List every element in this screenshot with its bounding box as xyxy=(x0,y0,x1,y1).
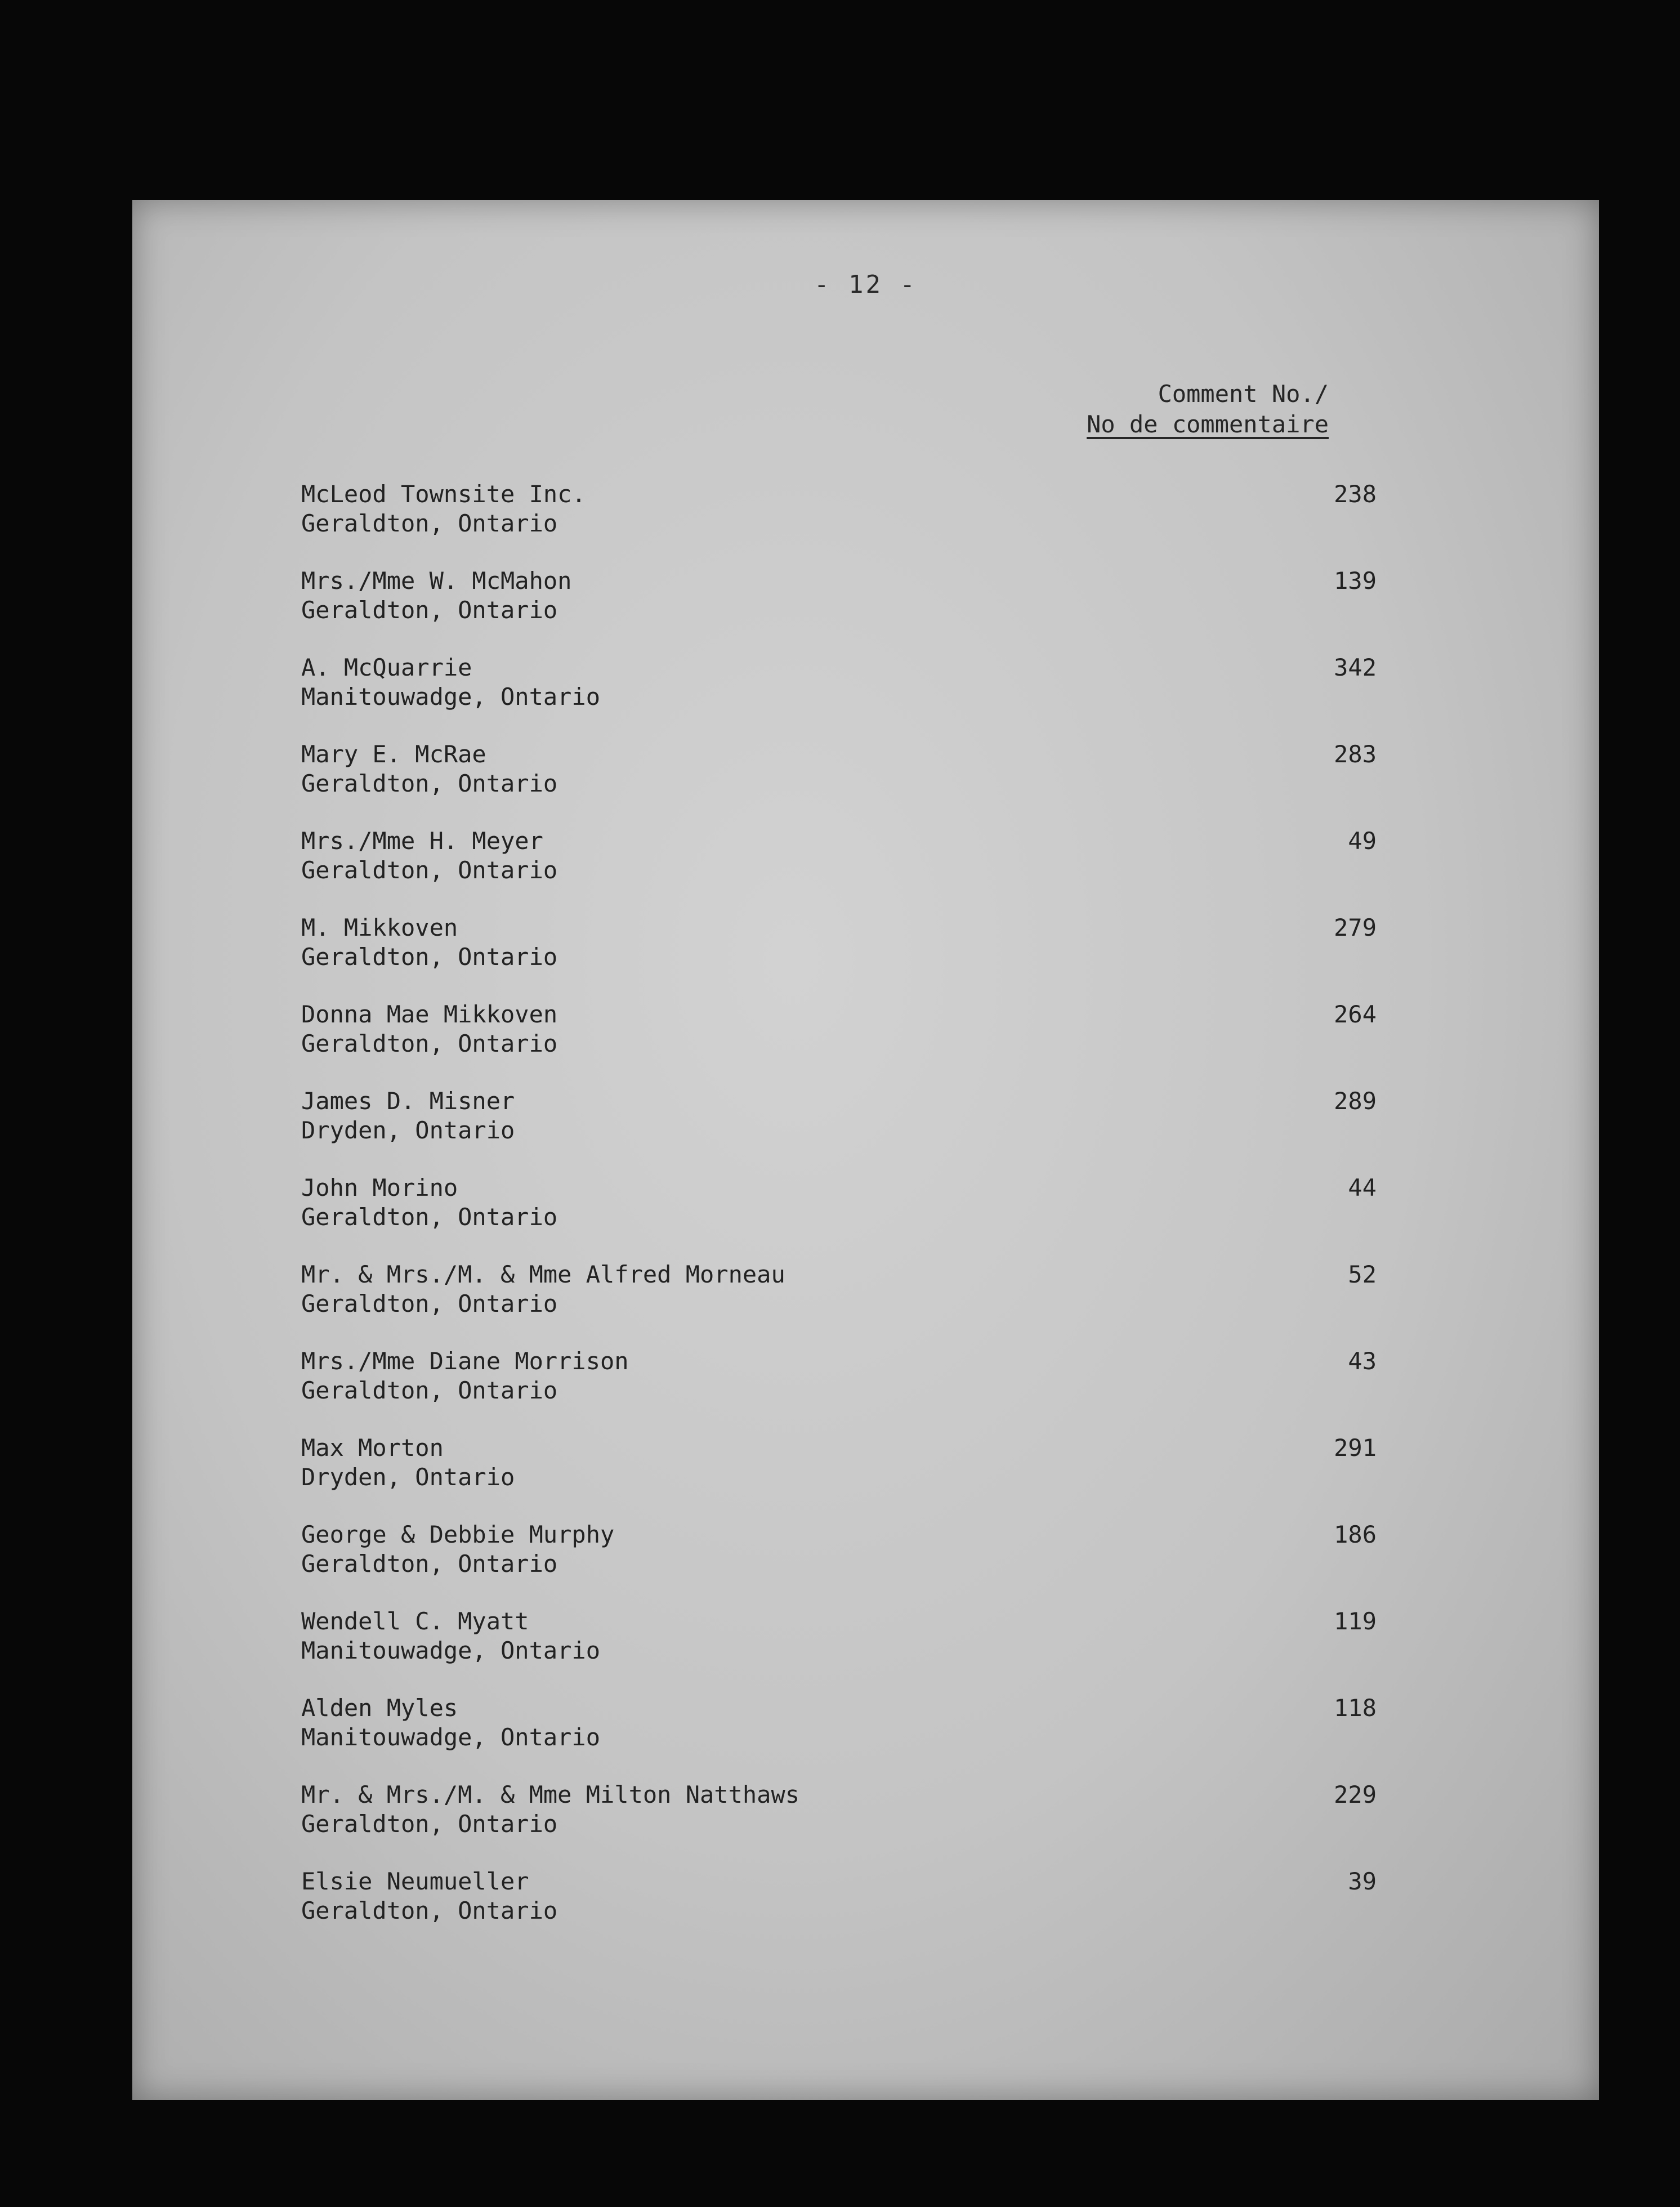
commenter-name: Alden Myles xyxy=(301,1694,458,1722)
comment-number: 291 xyxy=(1334,1434,1377,1462)
commenter-name: A. McQuarrie xyxy=(301,654,472,681)
list-item xyxy=(301,1087,1377,1173)
commenter-location: Dryden, Ontario xyxy=(301,1463,515,1491)
comment-number: 43 xyxy=(1348,1347,1377,1375)
list-item xyxy=(301,1260,1377,1347)
comment-number: 342 xyxy=(1334,654,1377,681)
commenter-name: M. Mikkoven xyxy=(301,914,458,941)
commenter-location: Geraldton, Ontario xyxy=(301,1377,558,1404)
commenter-location: Geraldton, Ontario xyxy=(301,1550,558,1578)
comment-number: 119 xyxy=(1334,1607,1377,1635)
commenter-location: Dryden, Ontario xyxy=(301,1116,515,1144)
commenter-name: Mr. & Mrs./M. & Mme Alfred Morneau xyxy=(301,1261,785,1288)
commenter-name: Max Morton xyxy=(301,1434,444,1462)
commenter-name: George & Debbie Murphy xyxy=(301,1521,615,1548)
column-header-english: Comment No./ xyxy=(1158,380,1329,408)
comment-number: 229 xyxy=(1334,1781,1377,1808)
comment-number: 264 xyxy=(1334,1000,1377,1028)
commenter-location: Geraldton, Ontario xyxy=(301,1897,558,1924)
commenter-name: Mrs./Mme H. Meyer xyxy=(301,827,543,855)
commenter-location: Geraldton, Ontario xyxy=(301,1203,558,1231)
commenter-name: Mrs./Mme W. McMahon xyxy=(301,567,572,595)
commenter-name: Elsie Neumueller xyxy=(301,1868,529,1895)
list-item xyxy=(301,480,1377,566)
commenter-location: Geraldton, Ontario xyxy=(301,1290,558,1317)
comment-number: 289 xyxy=(1334,1087,1377,1115)
commenter-location: Geraldton, Ontario xyxy=(301,1030,558,1057)
list-item xyxy=(301,653,1377,740)
list-item xyxy=(301,1000,1377,1087)
list-item xyxy=(301,1520,1377,1607)
commenter-location: Geraldton, Ontario xyxy=(301,770,558,797)
list-item xyxy=(301,1433,1377,1520)
comment-number: 39 xyxy=(1348,1868,1377,1895)
comment-number: 238 xyxy=(1334,480,1377,508)
commenter-name: James D. Misner xyxy=(301,1087,515,1115)
commenter-name: McLeod Townsite Inc. xyxy=(301,480,586,508)
column-header-french: No de commentaire xyxy=(1087,410,1329,438)
comment-number-column-header xyxy=(1087,379,1329,440)
comment-number: 44 xyxy=(1348,1174,1377,1201)
commenter-name: Mrs./Mme Diane Morrison xyxy=(301,1347,629,1375)
commenter-location: Geraldton, Ontario xyxy=(301,856,558,884)
list-item xyxy=(301,1780,1377,1867)
commenter-location: Manitouwadge, Ontario xyxy=(301,1637,601,1664)
list-item xyxy=(301,1173,1377,1260)
list-item xyxy=(301,913,1377,1000)
comment-number: 279 xyxy=(1334,914,1377,941)
document-page xyxy=(132,200,1599,2100)
commenter-location: Manitouwadge, Ontario xyxy=(301,1723,601,1751)
list-item xyxy=(301,740,1377,826)
list-item xyxy=(301,566,1377,653)
comment-number: 283 xyxy=(1334,740,1377,768)
list-item xyxy=(301,1694,1377,1780)
comment-number: 49 xyxy=(1348,827,1377,855)
commenter-name: Mr. & Mrs./M. & Mme Milton Natthaws xyxy=(301,1781,800,1808)
list-item xyxy=(301,1607,1377,1694)
commenter-location: Manitouwadge, Ontario xyxy=(301,683,601,711)
comment-number: 139 xyxy=(1334,567,1377,595)
commenter-name: Donna Mae Mikkoven xyxy=(301,1000,558,1028)
list-item xyxy=(301,826,1377,913)
commenter-location: Geraldton, Ontario xyxy=(301,1810,558,1838)
list-item xyxy=(301,1867,1377,1954)
comment-number: 186 xyxy=(1334,1521,1377,1548)
commenter-location: Geraldton, Ontario xyxy=(301,943,558,971)
comment-number: 52 xyxy=(1348,1261,1377,1288)
commenter-name: Mary E. McRae xyxy=(301,740,486,768)
commenter-list xyxy=(301,480,1377,1954)
commenter-location: Geraldton, Ontario xyxy=(301,596,558,624)
list-item xyxy=(301,1347,1377,1433)
commenter-location: Geraldton, Ontario xyxy=(301,510,558,537)
page-number: - 12 - xyxy=(814,270,917,299)
commenter-name: Wendell C. Myatt xyxy=(301,1607,529,1635)
comment-number: 118 xyxy=(1334,1694,1377,1722)
commenter-name: John Morino xyxy=(301,1174,458,1201)
